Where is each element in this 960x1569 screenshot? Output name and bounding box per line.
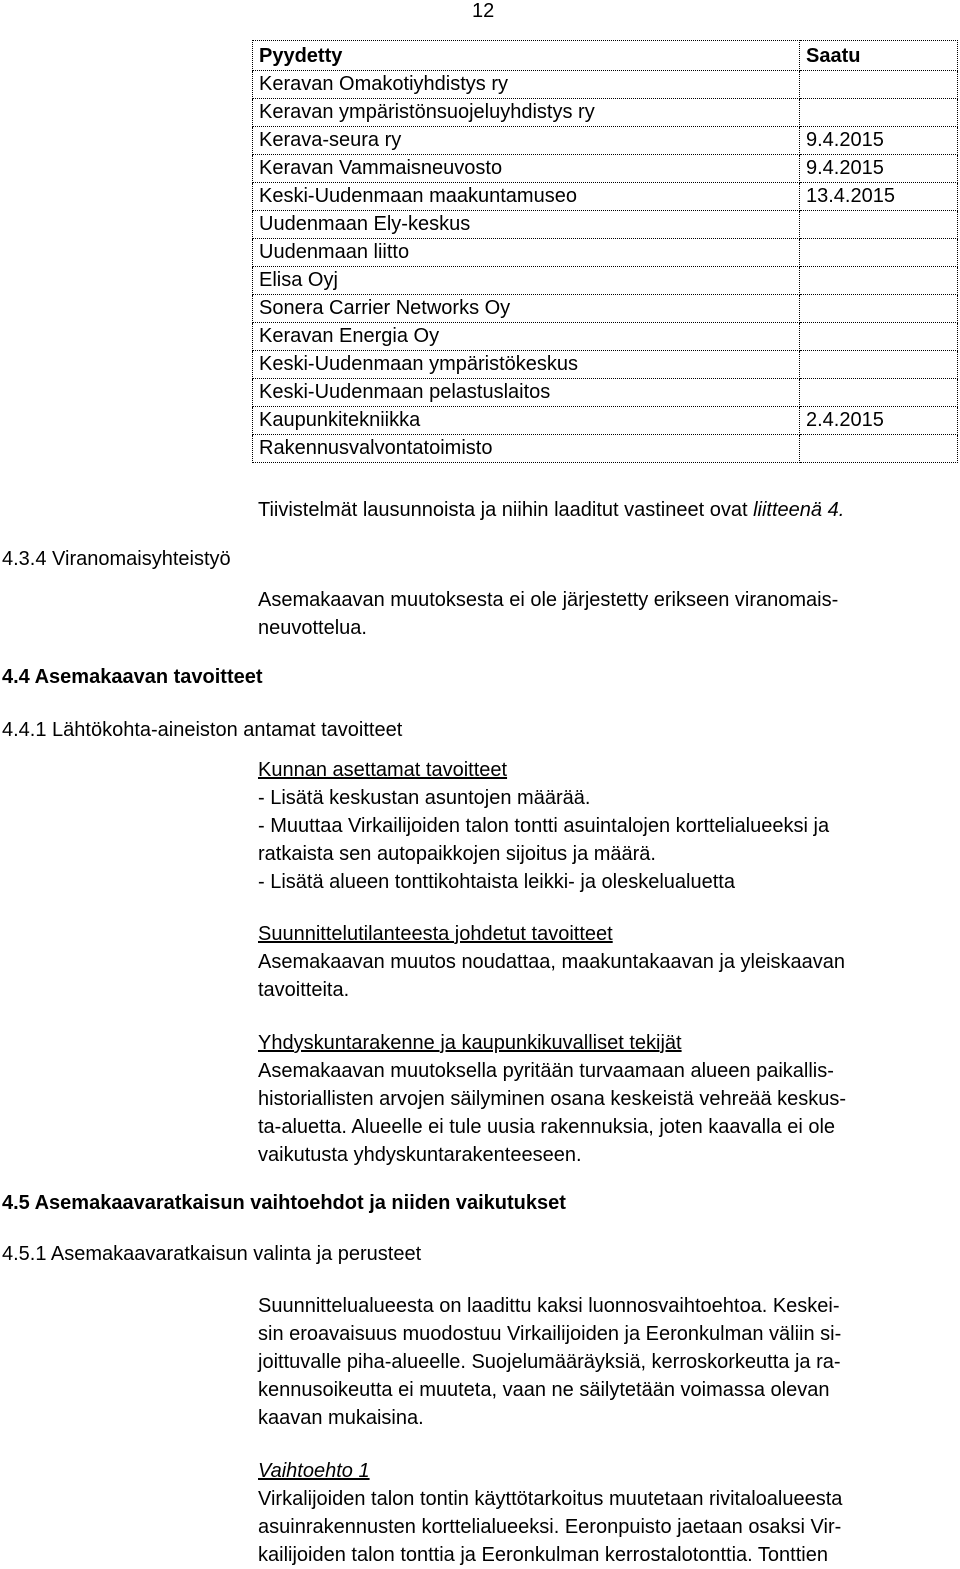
table-row xyxy=(253,323,958,351)
yhdyskunta-line: vaikutusta yhdyskuntarakenteeseen. xyxy=(258,1144,582,1166)
received-date xyxy=(800,239,958,267)
recipient-name: Keravan ympäristönsuojeluyhdistys ry xyxy=(253,99,800,127)
yhdyskunta-title: Yhdyskuntarakenne ja kaupunkikuvalliset tekijät xyxy=(258,1032,682,1054)
summary-paragraph xyxy=(258,496,958,524)
received-date xyxy=(800,351,958,379)
kunnan-line: - Lisätä alueen tonttikohtaista leikki- ja oleskelualuetta xyxy=(258,871,735,893)
kunnan-line: ratkaista sen autopaikkojen sijoitus ja määrä. xyxy=(258,843,656,865)
heading-4-4-1: 4.4.1 Lähtökohta-aineiston antamat tavoitteet xyxy=(2,719,403,741)
valinta-line: sin eroavaisuus muodostuu Virkailijoiden ja Eeronkulman väliin si- xyxy=(258,1323,842,1345)
yhdyskunta-line: historiallisten arvojen säilyminen osana keskeistä vehreää keskus- xyxy=(258,1088,847,1110)
summary-ref: liitteenä 4. xyxy=(753,499,845,521)
heading-4-4: 4.4 Asemakaavan tavoitteet xyxy=(2,666,263,688)
table-row xyxy=(253,435,958,463)
valinta-line: joittuvalle piha-alueelle. Suojelumääräyksiä, kerroskorkeutta ja ra- xyxy=(258,1351,841,1373)
table-row xyxy=(253,379,958,407)
vaihtoehto1-line: asuinrakennusten korttelialueeksi. Eeronpuisto jaetaan osaksi Vir- xyxy=(258,1516,842,1538)
header-requested: Pyydetty xyxy=(253,41,800,71)
received-date xyxy=(800,71,958,99)
kunnan-block xyxy=(258,756,958,896)
received-date xyxy=(800,295,958,323)
recipient-name: Rakennusvalvontatoimisto xyxy=(253,435,800,463)
yhdyskunta-line: ta-aluetta. Alueelle ei tule uusia rakennuksia, joten kaavalla ei ole xyxy=(258,1116,836,1138)
table-row xyxy=(253,351,958,379)
received-date xyxy=(800,323,958,351)
yhdyskunta-line: Asemakaavan muutoksella pyritään turvaamaan alueen paikallis- xyxy=(258,1060,834,1082)
table-row xyxy=(253,407,958,435)
valinta-paragraph xyxy=(258,1292,958,1432)
yhdyskunta-block xyxy=(258,1029,958,1169)
table-row xyxy=(253,155,958,183)
table-row xyxy=(253,267,958,295)
recipient-name: Keski-Uudenmaan maakuntamuseo xyxy=(253,183,800,211)
viranomais-paragraph xyxy=(258,586,958,642)
received-date xyxy=(800,99,958,127)
table-row xyxy=(253,211,958,239)
suunnittelu-line: Asemakaavan muutos noudattaa, maakuntakaavan ja yleiskaavan xyxy=(258,951,846,973)
kunnan-line: - Muuttaa Virkailijoiden talon tontti asuintalojen korttelialueeksi ja xyxy=(258,815,830,837)
suunnittelu-title: Suunnittelutilanteesta johdetut tavoitteet xyxy=(258,923,613,945)
recipient-name: Elisa Oyj xyxy=(253,267,800,295)
header-received: Saatu xyxy=(800,41,958,71)
page-number: 12 xyxy=(472,0,495,22)
suunnittelu-block xyxy=(258,920,958,1004)
recipient-name: Uudenmaan Ely-keskus xyxy=(253,211,800,239)
table-row xyxy=(253,295,958,323)
recipient-name: Keski-Uudenmaan pelastuslaitos xyxy=(253,379,800,407)
heading-4-5-1: 4.5.1 Asemakaavaratkaisun valinta ja perusteet xyxy=(2,1243,422,1265)
received-date xyxy=(800,379,958,407)
recipient-name: Sonera Carrier Networks Oy xyxy=(253,295,800,323)
vaihtoehto1-line: kailijoiden talon tonttia ja Eeronkulman kerrostalotonttia. Tonttien xyxy=(258,1544,828,1566)
valinta-line: kennusoikeutta ei muuteta, vaan ne säilytetään voimassa olevan xyxy=(258,1379,830,1401)
viranomais-line-1: Asemakaavan muutoksesta ei ole järjestetty erikseen viranomais- xyxy=(258,589,839,611)
received-date xyxy=(800,435,958,463)
recipient-name: Keravan Omakotiyhdistys ry xyxy=(253,71,800,99)
table-row xyxy=(253,127,958,155)
received-date: 13.4.2015 xyxy=(800,183,958,211)
recipient-name: Keravan Vammaisneuvosto xyxy=(253,155,800,183)
heading-4-3-4: 4.3.4 Viranomaisyhteistyö xyxy=(2,548,231,570)
vaihtoehto1-title: Vaihtoehto 1 xyxy=(258,1460,370,1482)
table-header-row xyxy=(253,41,958,71)
recipient-name: Uudenmaan liitto xyxy=(253,239,800,267)
valinta-line: Suunnittelualueesta on laadittu kaksi luonnosvaihtoehtoa. Keskei- xyxy=(258,1295,840,1317)
suunnittelu-line: tavoitteita. xyxy=(258,979,350,1001)
table-row xyxy=(253,71,958,99)
summary-text: Tiivistelmät lausunnoista ja niihin laaditut vastineet ovat xyxy=(258,499,754,521)
table-row xyxy=(253,239,958,267)
vaihtoehto1-block xyxy=(258,1457,958,1569)
kunnan-title: Kunnan asettamat tavoitteet xyxy=(258,759,508,781)
received-date: 2.4.2015 xyxy=(800,407,958,435)
received-date: 9.4.2015 xyxy=(800,127,958,155)
heading-4-5: 4.5 Asemakaavaratkaisun vaihtoehdot ja niiden vaikutukset xyxy=(2,1192,566,1214)
received-date xyxy=(800,267,958,295)
viranomais-line-2: neuvottelua. xyxy=(258,617,367,639)
table-row xyxy=(253,183,958,211)
recipient-name: Kaupunkitekniikka xyxy=(253,407,800,435)
vaihtoehto1-line: Virkalijoiden talon tontin käyttötarkoitus muutetaan rivitaloalueesta xyxy=(258,1488,843,1510)
received-date xyxy=(800,211,958,239)
recipient-name: Keravan Energia Oy xyxy=(253,323,800,351)
recipient-name: Keski-Uudenmaan ympäristökeskus xyxy=(253,351,800,379)
table-row xyxy=(253,99,958,127)
valinta-line: kaavan mukaisina. xyxy=(258,1407,424,1429)
recipient-name: Kerava-seura ry xyxy=(253,127,800,155)
received-date: 9.4.2015 xyxy=(800,155,958,183)
recipients-table xyxy=(252,40,958,463)
kunnan-line: - Lisätä keskustan asuntojen määrää. xyxy=(258,787,591,809)
